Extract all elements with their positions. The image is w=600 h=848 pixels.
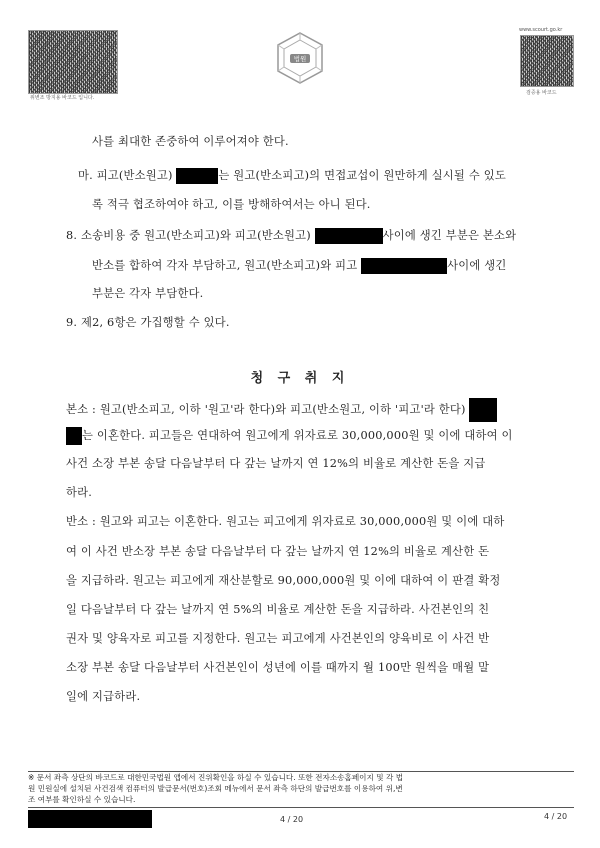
text-fragment: 사이에 생긴 [447, 259, 507, 272]
verification-notice [28, 771, 574, 808]
counterclaim-line: 반소 : 원고와 피고는 이혼한다. 원고는 피고에게 위자료로 30,000,000원 및 이에 대하 [66, 515, 505, 528]
text-fragment: 8. 소송비용 중 원고(반소피고)와 피고(반소원고) [66, 229, 315, 242]
counterclaim-line: 을 지급하라. 원고는 피고에게 재산분할로 90,000,000원 및 이에 대하여 이 판결 확정 [66, 574, 501, 587]
body-line: 사를 최대한 존중하여 이루어져야 한다. [92, 135, 289, 148]
notice-line: 조 여부를 확인하실 수 있습니다. [28, 795, 136, 804]
text-fragment: 는 원고(반소피고)의 면접교섭이 원만하게 실시될 수 있도 [218, 169, 506, 182]
redaction-block [361, 258, 447, 274]
verification-qr-code [520, 35, 574, 87]
body-line: 록 적극 협조하여야 하고, 이를 방해하여서는 아니 된다. [92, 198, 371, 211]
claim-main-line: 하라. [66, 486, 93, 499]
authentication-barcode [28, 30, 118, 94]
body-line [92, 258, 506, 274]
redaction-block [469, 398, 497, 422]
claim-main-line [66, 398, 497, 422]
issue-number-redaction [28, 810, 152, 828]
seal-text: 법원 [293, 55, 307, 63]
qr-caption: 검증용 바코드 [526, 90, 557, 96]
text-fragment: 는 이혼한다. 피고들은 연대하여 원고에게 위자료로 30,000,000원 및 이에 대하여 이 [82, 429, 513, 442]
notice-line: ※ 문서 좌측 상단의 바코드로 대한민국법원 앱에서 진위확인을 하실 수 있습니다. 또한 전자소송홈페이지 및 각 법 [28, 773, 404, 782]
redaction-block [176, 168, 218, 184]
counterclaim-line: 소장 부본 송달 다음날부터 사건본인이 성년에 이를 때까지 월 100만 원씩을 매월 말 [66, 661, 490, 674]
page-number: 4 / 20 [280, 815, 304, 824]
counterclaim-line: 권자 및 양육자로 피고를 지정한다. 원고는 피고에게 사건본인의 양육비로 이 사건 반 [66, 632, 490, 645]
counterclaim-line: 일 다음날부터 다 갚는 날까지 연 5%의 비율로 계산한 돈을 지급하라. 사건본인의 친 [66, 603, 490, 616]
page-number-right: 4 / 20 [544, 812, 568, 821]
text-fragment: 마. 피고(반소원고) [78, 169, 177, 182]
court-website-url: www.scourt.go.kr [519, 27, 563, 33]
body-line-item-9: 9. 제2, 6항은 가집행할 수 있다. [66, 316, 230, 329]
notice-line: 원 민원실에 설치된 사건검색 컴퓨터의 발급문서(번호)조회 메뉴에서 문서 좌측 하단의 발급번호를 이용하여 위,변 [28, 784, 403, 793]
text-fragment: 반소를 합하여 각자 부담하고, 원고(반소피고)와 피고 [92, 259, 362, 272]
counterclaim-line: 일에 지급하라. [66, 690, 141, 703]
redaction-block [66, 427, 82, 445]
claim-main-line: 사건 소장 부본 송달 다음날부터 다 갚는 날까지 연 12%의 비율로 계산한 돈을 지급 [66, 457, 486, 470]
body-line: 부분은 각자 부담한다. [92, 287, 204, 300]
body-line-item-8 [66, 228, 516, 244]
counterclaim-line: 여 이 사건 반소장 부본 송달 다음날부터 다 갚는 날까지 연 12%의 비율로 계산한 돈 [66, 545, 490, 558]
claim-main-line [66, 427, 513, 445]
court-seal-emblem [272, 30, 328, 86]
barcode-caption: 위변조 방지용 바코드 입니다. [30, 95, 95, 101]
text-fragment: 본소 : 원고(반소피고, 이하 '원고'라 한다)와 피고(반소원고, 이하 '피고'라 한다) [66, 403, 470, 416]
body-line-item-ma [78, 168, 506, 184]
section-heading: 청 구 취 지 [250, 371, 350, 386]
redaction-block [315, 228, 383, 244]
text-fragment: 사이에 생긴 부분은 본소와 [382, 229, 517, 242]
